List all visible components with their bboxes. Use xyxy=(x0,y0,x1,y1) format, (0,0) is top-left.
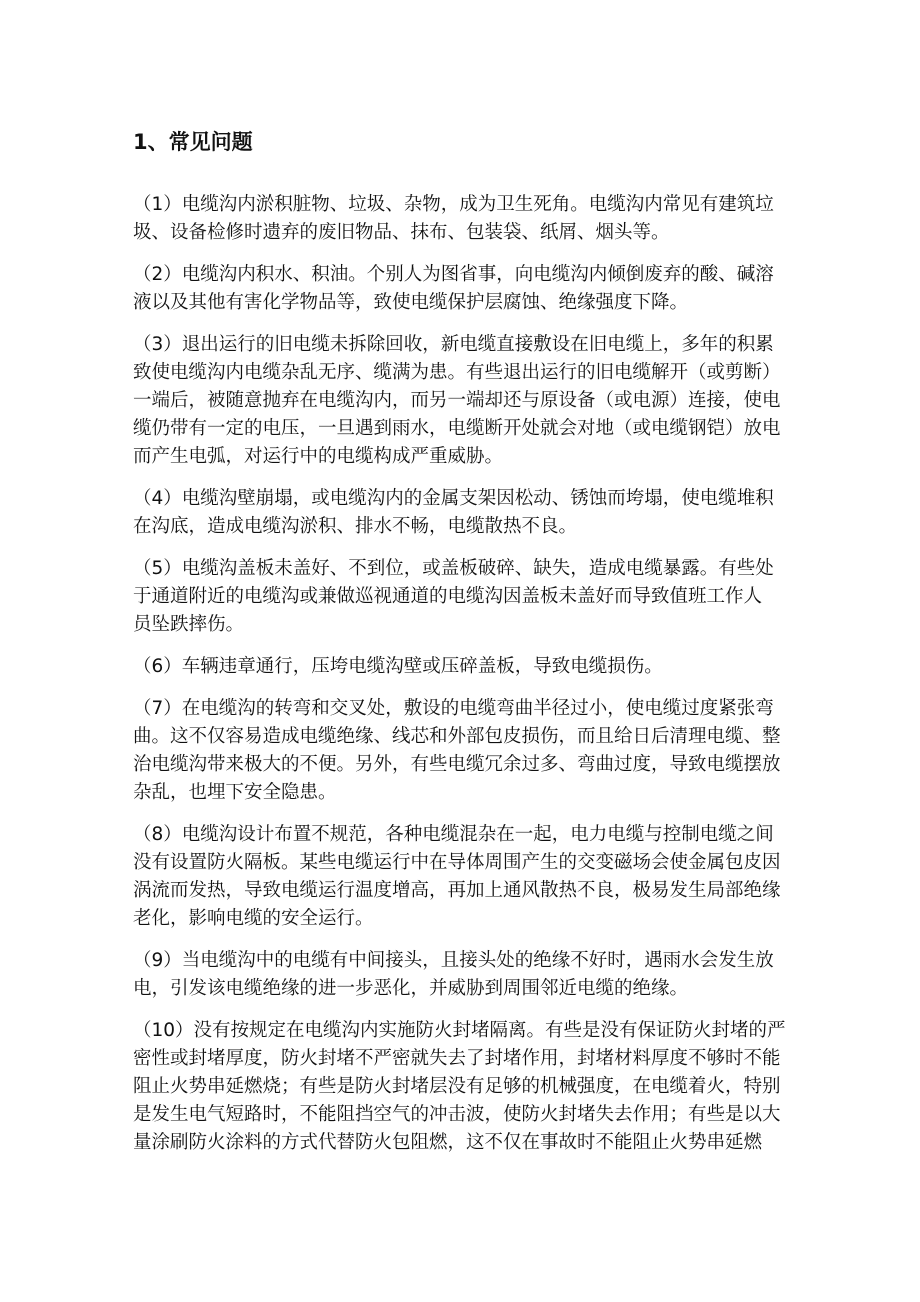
paragraph xyxy=(133,485,813,541)
text-line: （4）电缆沟壁崩塌，或电缆沟内的金属支架因松动、锈蚀而垮塌，使电缆堆积 xyxy=(133,488,774,509)
text-line: （7）在电缆沟的转弯和交叉处，敷设的电缆弯曲半径过小，使电缆过度紧张弯 xyxy=(133,698,774,719)
paragraph xyxy=(133,1017,813,1157)
text-line: 密性或封堵厚度，防火封堵不严密就失去了封堵作用，封堵材料厚度不够时不能 xyxy=(133,1048,781,1069)
paragraph xyxy=(133,695,813,807)
text-line: 员坠跌摔伤。 xyxy=(133,614,245,635)
text-line: 于通道附近的电缆沟或兼做巡视通道的电缆沟因盖板未盖好而导致值班工作人 xyxy=(133,586,763,607)
text-line: 涡流而发热，导致电缆运行温度增高，再加上通风散热不良，极易发生局部绝缘 xyxy=(133,880,781,901)
paragraph xyxy=(133,191,813,247)
text-line: （6）车辆违章通行，压垮电缆沟壁或压碎盖板，导致电缆损伤。 xyxy=(133,656,663,677)
section-heading: 1、常见问题 xyxy=(133,130,253,154)
text-line: （9）当电缆沟中的电缆有中间接头，且接头处的绝缘不好时，遇雨水会发生放 xyxy=(133,950,774,971)
document-body xyxy=(133,191,813,1171)
paragraph xyxy=(133,653,813,681)
text-line: 致使电缆沟内电缆杂乱无序、缆满为患。有些退出运行的旧电缆解开（或剪断） xyxy=(133,362,781,383)
text-line: 一端后，被随意抛弃在电缆沟内，而另一端却还与原设备（或电源）连接，使电 xyxy=(133,390,781,411)
text-line: 电，引发该电缆绝缘的进一步恶化，并威胁到周围邻近电缆的绝缘。 xyxy=(133,978,689,999)
text-line: 杂乱，也埋下安全隐患。 xyxy=(133,782,337,803)
text-line: 是发生电气短路时，不能阻挡空气的冲击波，使防火封堵失去作用；有些是以大 xyxy=(133,1104,781,1125)
text-line: 而产生电弧，对运行中的电缆构成严重威胁。 xyxy=(133,446,504,467)
text-line: 治电缆沟带来极大的不便。另外，有些电缆冗余过多、弯曲过度，导致电缆摆放 xyxy=(133,754,781,775)
text-line: 阻止火势串延燃烧；有些是防火封堵层没有足够的机械强度，在电缆着火，特别 xyxy=(133,1076,781,1097)
paragraph xyxy=(133,947,813,1003)
paragraph xyxy=(133,821,813,933)
paragraph xyxy=(133,555,813,639)
text-line: （2）电缆沟内积水、积油。个别人为图省事，向电缆沟内倾倒废弃的酸、碱溶 xyxy=(133,264,774,285)
text-line: （3）退出运行的旧电缆未拆除回收，新电缆直接敷设在旧电缆上，多年的积累 xyxy=(133,334,774,355)
text-line: （5）电缆沟盖板未盖好、不到位，或盖板破碎、缺失，造成电缆暴露。有些处 xyxy=(133,558,774,579)
paragraph xyxy=(133,331,813,471)
text-line: （1）电缆沟内淤积脏物、垃圾、杂物，成为卫生死角。电缆沟内常见有建筑垃 xyxy=(133,194,774,215)
text-line: 没有设置防火隔板。某些电缆运行中在导体周围产生的交变磁场会使金属包皮因 xyxy=(133,852,781,873)
text-line: 在沟底，造成电缆沟淤积、排水不畅，电缆散热不良。 xyxy=(133,516,578,537)
text-line: 量涂刷防火涂料的方式代替防火包阻燃，这不仅在事故时不能阻止火势串延燃 xyxy=(133,1132,763,1153)
paragraph xyxy=(133,261,813,317)
text-line: （10）没有按规定在电缆沟内实施防火封堵隔离。有些是没有保证防火封堵的严 xyxy=(133,1020,786,1041)
text-line: 曲。这不仅容易造成电缆绝缘、线芯和外部包皮损伤，而且给日后清理电缆、整 xyxy=(133,726,781,747)
text-line: 缆仍带有一定的电压，一旦遇到雨水，电缆断开处就会对地（或电缆钢铠）放电 xyxy=(133,418,781,439)
text-line: 老化，影响电缆的安全运行。 xyxy=(133,908,374,929)
text-line: 液以及其他有害化学物品等，致使电缆保护层腐蚀、绝缘强度下降。 xyxy=(133,292,689,313)
text-line: 圾、设备检修时遗弃的废旧物品、抹布、包装袋、纸屑、烟头等。 xyxy=(133,222,670,243)
text-line: （8）电缆沟设计布置不规范，各种电缆混杂在一起，电力电缆与控制电缆之间 xyxy=(133,824,774,845)
